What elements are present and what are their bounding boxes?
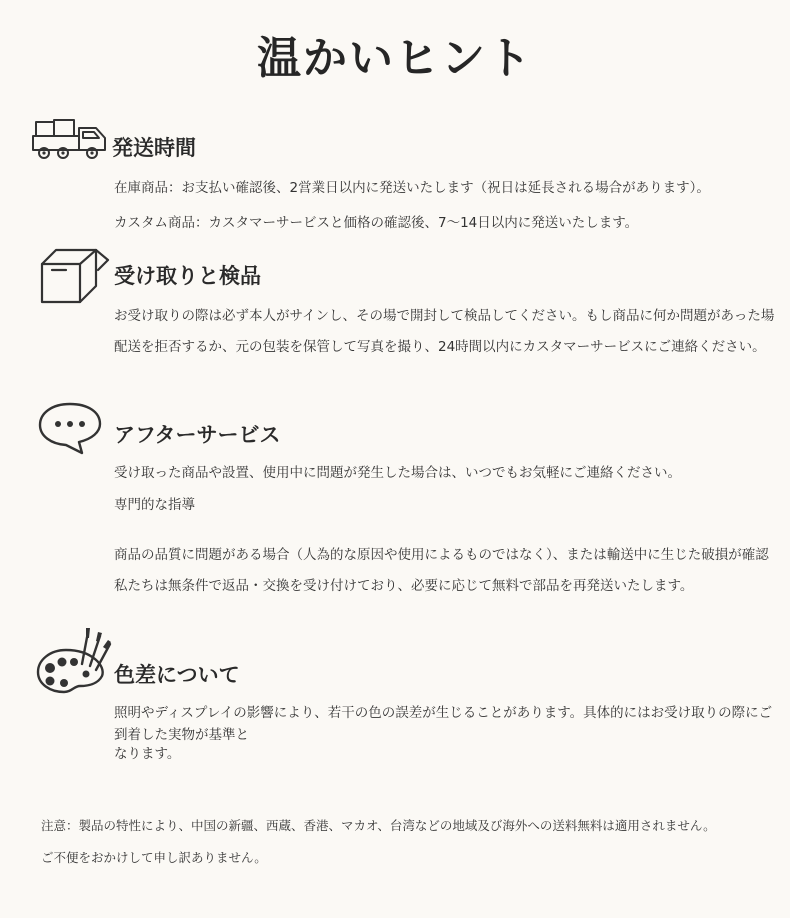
page-title: 温かいヒント — [257, 33, 533, 84]
shipping-line-custom: カスタム商品：カスタマーサービスと価格の確認後、7〜14日以内に発送いたします。 — [114, 215, 639, 231]
box-icon — [38, 246, 110, 306]
section-heading-after-service: アフターサービス — [114, 423, 281, 447]
paint-palette-icon — [36, 626, 112, 696]
inspection-line-1: お受け取りの際は必ず本人がサインし、その場で開封して検品してください。もし商品に何か問題があった場 — [114, 308, 775, 324]
apology-note: ご不便をおかけして申し訳ありません。 — [41, 850, 267, 865]
after-service-line-2: 専門的な指導 — [114, 497, 195, 513]
section-heading-color: 色差について — [114, 663, 240, 687]
shipping-notice: 注意：製品の特性により、中国の新疆、西蔵、香港、マカオ、台湾などの地域及び海外への送料無料は適用されません。 — [41, 818, 716, 833]
chat-bubble-icon — [36, 400, 104, 456]
after-service-line-1: 受け取った商品や設置、使用中に問題が発生した場合は、いつでもお気軽にご連絡ください。 — [114, 465, 681, 481]
color-line-1: 照明やディスプレイの影響により、若干の色の誤差が生じることがあります。具体的にはお受け取りの際にご — [114, 705, 773, 721]
color-line-3: なります。 — [114, 746, 181, 762]
after-service-line-4: 私たちは無条件で返品・交換を受け付けており、必要に応じて無料で部品を再発送いたします。 — [114, 578, 694, 594]
truck-icon — [30, 118, 112, 164]
inspection-line-2: 配送を拒否するか、元の包装を保管して写真を撮り、24時間以内にカスタマーサービスにご連絡ください。 — [114, 339, 766, 355]
section-heading-shipping: 発送時間 — [112, 136, 196, 160]
color-line-2: 到着した実物が基準と — [114, 727, 249, 743]
after-service-line-3: 商品の品質に問題がある場合（人為的な原因や使用によるものではなく）、または輸送中に生じた破損が確認 — [114, 547, 769, 563]
shipping-line-stock: 在庫商品：お支払い確認後、2営業日以内に発送いたします（祝日は延長される場合があります）。 — [114, 180, 710, 196]
section-heading-inspection: 受け取りと検品 — [114, 264, 261, 288]
